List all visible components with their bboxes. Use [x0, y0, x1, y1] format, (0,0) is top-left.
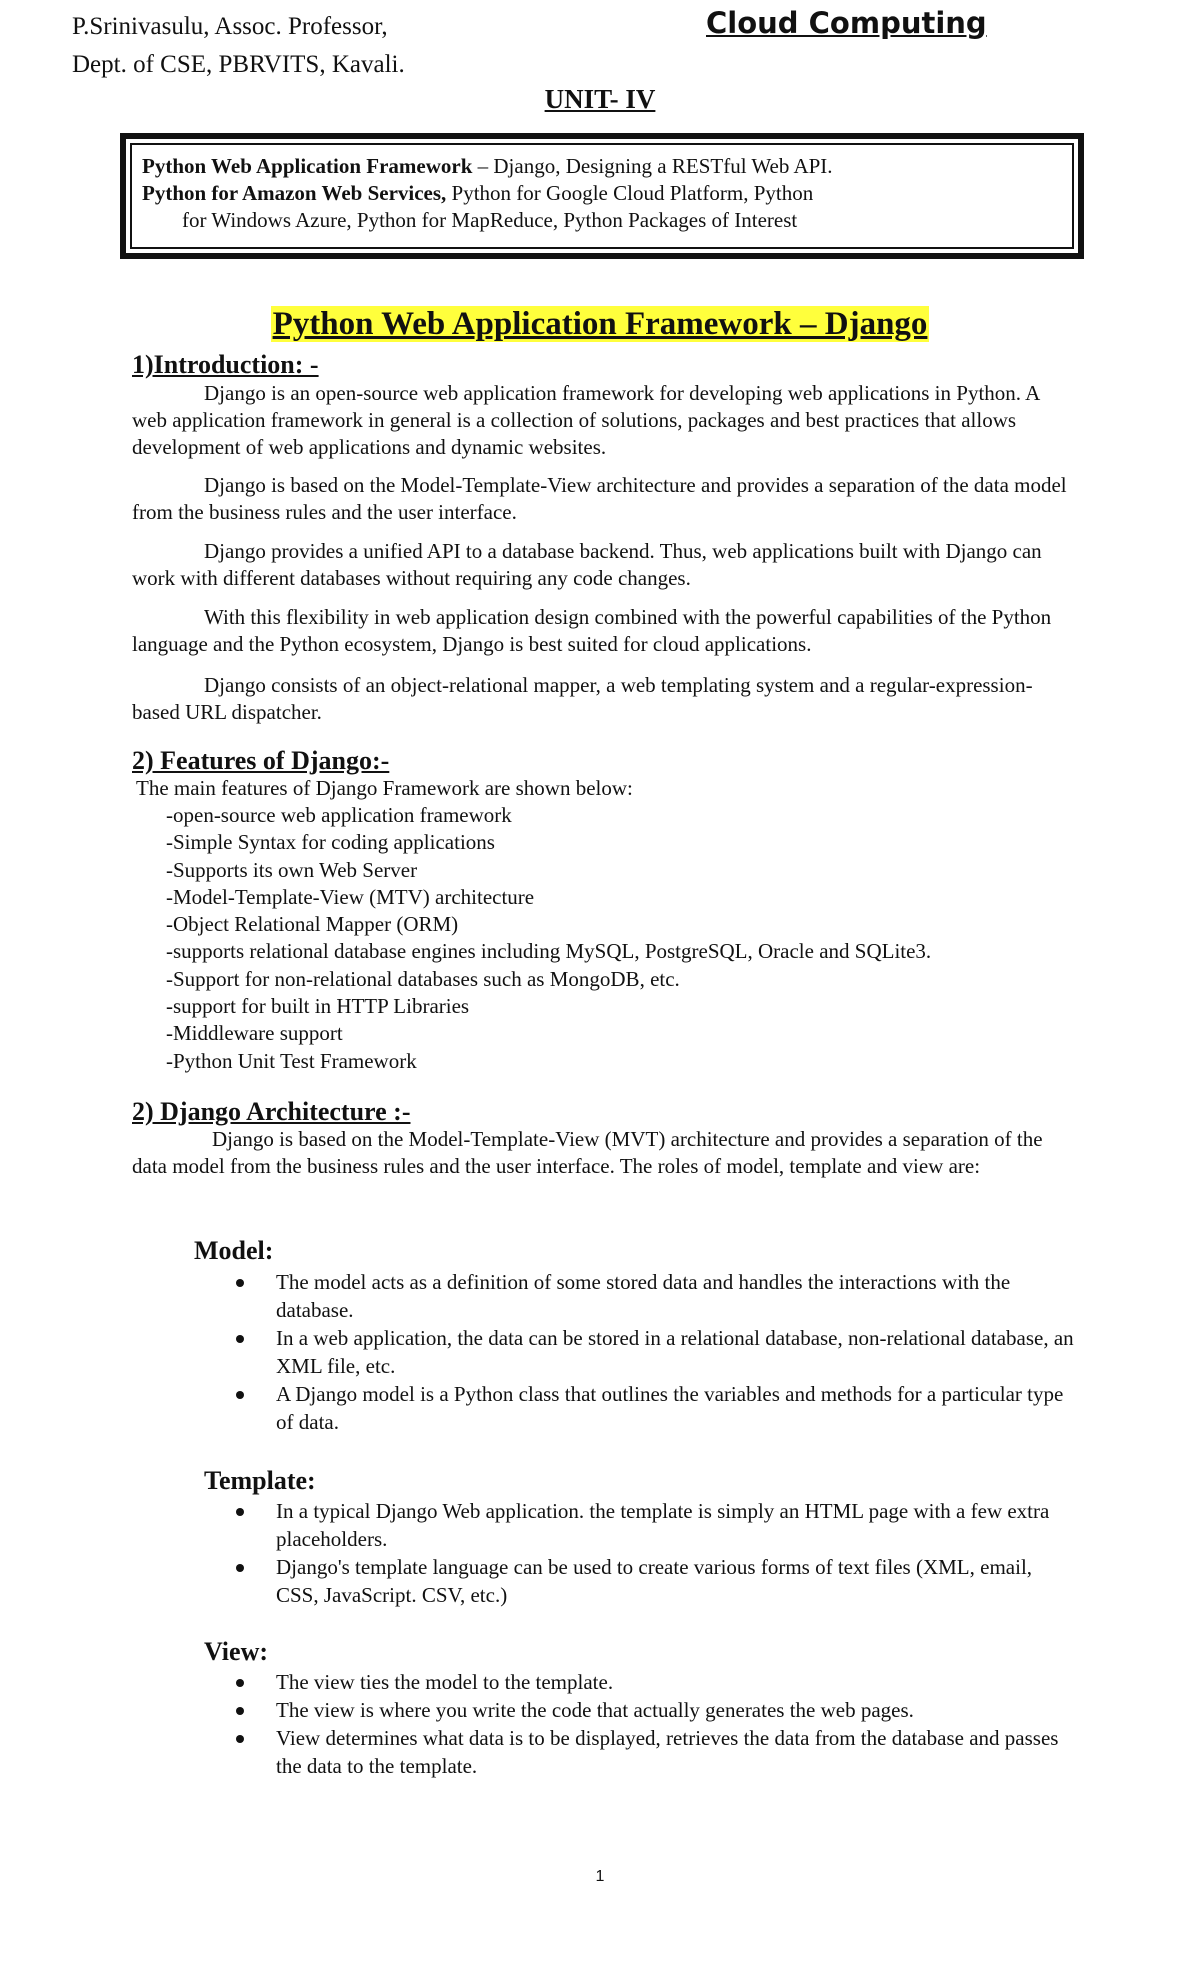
model-bullet: [236, 1380, 1076, 1436]
model-bullet-text: The model acts as a definition of some stored data and handles the interactions with the database.: [276, 1270, 1011, 1322]
bullet-dot-icon: [236, 1391, 244, 1399]
view-bullet: [236, 1696, 1076, 1724]
feature-item: -open-source web application framework: [166, 803, 512, 827]
template-bullets: [236, 1497, 1076, 1609]
author-info: [72, 8, 405, 84]
intro-paragraph-3-text: Django provides a unified API to a database backend. Thus, web applications built with Django can work with different databases without requiring any code changes.: [132, 539, 1042, 590]
bullet-dot-icon: [236, 1335, 244, 1343]
feature-item: -Model-Template-View (MTV) architecture: [166, 884, 535, 909]
template-bullet-text: Django's template language can be used to create various forms of text files (XML, email, CSS, JavaScript. CSV, etc.): [276, 1555, 1033, 1607]
intro-paragraph-2-text: Django is based on the Model-Template-View architecture and provides a separation of the data model from the business rules and the user interface.: [132, 473, 1067, 524]
view-bullet: [236, 1668, 1076, 1696]
template-bullet: [236, 1497, 1076, 1553]
feature-item: -Support for non-relational databases such as MongoDB, etc.: [166, 966, 680, 991]
features-list: [166, 802, 931, 1075]
bullet-dot-icon: [236, 1679, 244, 1687]
feature-item: -Supports its own Web Server: [166, 857, 418, 882]
introduction-heading: 1)Introduction: -: [132, 350, 319, 379]
feature-item: -supports relational database engines including MySQL, PostgreSQL, Oracle and SQLite3.: [166, 939, 932, 964]
topics-line-2-bold: Python for Amazon Web Services,: [142, 181, 447, 205]
model-heading: Model:: [194, 1236, 274, 1265]
model-bullet-text: In a web application, the data can be stored in a relational database, non-relational database, an XML file, etc.: [276, 1326, 1074, 1378]
features-heading: 2) Features of Django:-: [132, 746, 390, 775]
topics-box: [120, 133, 1084, 259]
intro-paragraph-1-text: Django is an open-source web application framework for developing web applications in Python. A web application framework in general is a collection of solutions, packages and best practices that allows development of web applications and dynamic websites.: [132, 381, 1040, 459]
author-line-1: P.Srinivasulu, Assoc. Professor,: [72, 13, 388, 40]
topics-line-1: [142, 153, 1062, 180]
feature-item: -support for built in HTTP Libraries: [166, 994, 470, 1019]
feature-item: -Middleware support: [166, 1021, 343, 1046]
main-title: [0, 306, 1200, 343]
bullet-dot-icon: [236, 1564, 244, 1572]
topics-line-2-rest: Python for Google Cloud Platform, Python: [446, 181, 814, 205]
bullet-dot-icon: [236, 1707, 244, 1715]
feature-item: -Python Unit Test Framework: [166, 1048, 417, 1073]
model-bullet: [236, 1324, 1076, 1380]
topics-line-1-bold: Python Web Application Framework: [142, 154, 473, 178]
template-bullet: [236, 1553, 1076, 1609]
intro-paragraph-4-text: With this flexibility in web application design combined with the powerful capabilities of the Python language and the Python ecosystem, Django is best suited for cloud applications.: [132, 605, 1052, 656]
model-bullet-text: A Django model is a Python class that outlines the variables and methods for a particular type of data.: [276, 1382, 1064, 1434]
model-bullets: [236, 1268, 1076, 1436]
topics-line-3: for Windows Azure, Python for MapReduce, Python Packages of Interest: [182, 208, 798, 232]
topics-line-2: [142, 180, 1062, 207]
architecture-heading: 2) Django Architecture :-: [132, 1097, 411, 1126]
architecture-intro-text: Django is based on the Model-Template-View (MVT) architecture and provides a separation of the data model from the business rules and the user interface. The roles of model, template and view are:: [132, 1127, 1043, 1178]
features-intro: The main features of Django Framework are shown below:: [136, 776, 633, 800]
template-bullet-text: In a typical Django Web application. the template is simply an HTML page with a few extra placeholders.: [276, 1499, 1050, 1551]
view-bullet-text: The view is where you write the code that actually generates the web pages.: [276, 1698, 914, 1722]
bullet-dot-icon: [236, 1279, 244, 1287]
architecture-intro: [132, 1126, 1072, 1180]
page-number: 1: [595, 1868, 605, 1885]
feature-item: -Simple Syntax for coding applications: [166, 830, 495, 855]
view-bullet-text: View determines what data is to be displayed, retrieves the data from the database and passes the data to the template.: [276, 1726, 1059, 1778]
topics-box-inner: [130, 143, 1074, 249]
view-bullet-text: The view ties the model to the template.: [276, 1670, 614, 1694]
course-title: Cloud Computing: [706, 6, 987, 40]
topics-line-1-rest: – Django, Designing a RESTful Web API.: [472, 154, 833, 178]
intro-paragraph-4: [132, 604, 1072, 658]
main-title-text: Python Web Application Framework – Django: [272, 306, 928, 342]
bullet-dot-icon: [236, 1508, 244, 1516]
view-bullets: [236, 1668, 1076, 1780]
unit-heading: UNIT- IV: [544, 84, 656, 114]
bullet-dot-icon: [236, 1735, 244, 1743]
intro-paragraph-3: [132, 538, 1072, 592]
view-heading: View:: [204, 1637, 269, 1666]
model-bullet: [236, 1268, 1076, 1324]
feature-item: -Object Relational Mapper (ORM): [166, 912, 459, 937]
intro-paragraph-5: [132, 672, 1072, 726]
intro-paragraph-2: [132, 472, 1072, 526]
intro-paragraph-5-text: Django consists of an object-relational mapper, a web templating system and a regular-expression-based URL dispatcher.: [132, 673, 1033, 724]
view-bullet: [236, 1724, 1076, 1780]
template-heading: Template:: [204, 1466, 316, 1495]
author-line-2: Dept. of CSE, PBRVITS, Kavali.: [72, 51, 405, 78]
intro-paragraph-1: [132, 380, 1072, 461]
